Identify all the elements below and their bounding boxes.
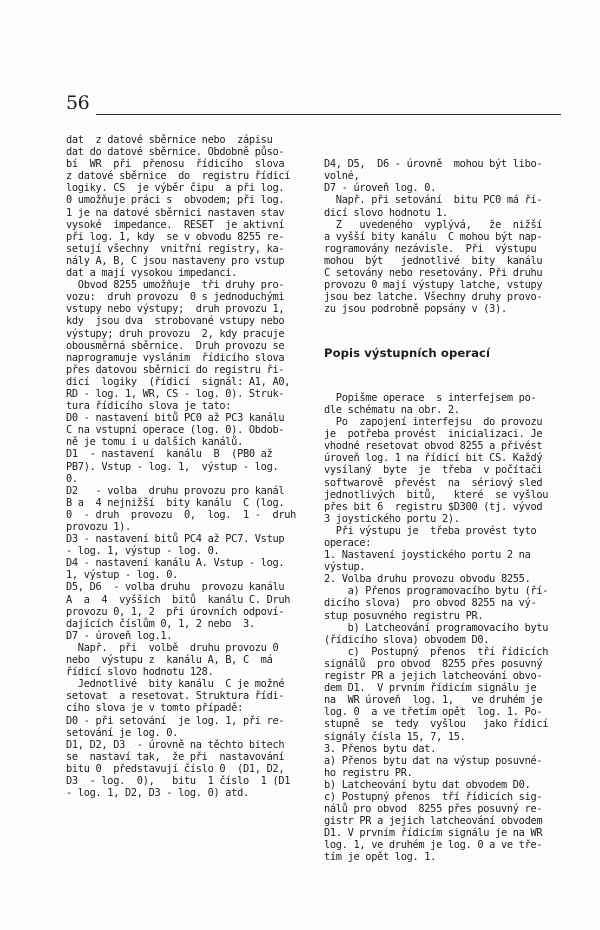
- text-line: je potřeba provést inicializaci. Je: [324, 428, 543, 441]
- text-line: volné,: [324, 170, 360, 183]
- text-line: naprogramuje vyslánim řídicího slova: [66, 351, 285, 364]
- text-line: dicí logiky (řídicí signál: A1, A0,: [66, 375, 291, 388]
- text-line: 1. Nastavení joystického portu 2 na: [324, 549, 531, 562]
- text-line: vhodné resetovat obvod 8255 a přivést: [324, 440, 543, 453]
- text-line: c) Postupný přenos tří řídicích sig-: [324, 790, 543, 803]
- text-line: ně je tomu i u dalších kanálů.: [66, 436, 243, 449]
- text-line: B a 4 nejnižší bity kanálu C (log.: [66, 496, 285, 509]
- text-line: přes datovou sběrnici do registru ři-: [66, 363, 285, 376]
- text-line: přes bit 6 registru $D300 (tj. vývod: [324, 500, 543, 513]
- right-column-top: [324, 158, 564, 315]
- text-line: kdy jsou dva strobované vstupy nebo: [66, 315, 285, 328]
- text-line: dicího slova) pro obvod 8255 na vý-: [324, 597, 537, 610]
- text-line: D0 - nastavení bitů PC0 až PC3 kanálu: [66, 412, 285, 425]
- text-line: 0.: [66, 472, 78, 485]
- text-line: mohou být jednotlivé bity kanálu: [324, 254, 543, 267]
- text-line: signálů pro obvod 8255 přes posuvný: [324, 657, 543, 670]
- text-line: jednotlivých bitů, které se vyšlou: [324, 488, 549, 501]
- text-line: gistr PR a jejich latcheování obvodem: [324, 815, 543, 828]
- text-line: D4, D5, D6 - úrovně mohou být libo-: [324, 158, 543, 171]
- text-line: 1, výstup - log. 0.: [66, 569, 179, 582]
- text-line: 3. Přenos bytu dat.: [324, 742, 437, 755]
- text-line: vstupy nebo výstupy; druh provozu 1,: [66, 303, 285, 316]
- text-line: Např. při volbě druhu provozu 0: [66, 641, 279, 654]
- text-line: 0 umožňuje práci s obvodem; při log.: [66, 194, 285, 207]
- text-line: vozu: druh provozu 0 s jednoduchými: [66, 291, 285, 304]
- text-line: nebo výstupu z kanálu A, B, C má: [66, 654, 273, 667]
- text-line: 3 joystického portu 2).: [324, 512, 460, 525]
- text-line: setovat a resetovat. Struktura řídi-: [66, 690, 285, 703]
- text-line: dicí slovo hodnotu 1.: [324, 206, 448, 219]
- text-line: RD - log. 1, WR, CS - log. 0). Struk-: [66, 387, 285, 400]
- text-line: dem D1. V prvním řídicím signálu je: [324, 682, 537, 695]
- text-line: log. 1, ve druhém je log. 0 a ve tře-: [324, 839, 543, 852]
- text-line: b) Latcheování programovacího bytu: [324, 621, 549, 634]
- text-line: dat do datové sběrnice. Obdobně půso-: [66, 146, 285, 159]
- text-line: při log. 1, kdy se v obvodu 8255 re-: [66, 230, 285, 243]
- text-line: jsou bez latche. Všechny druhy provo-: [324, 291, 543, 304]
- text-line: 2. Volba druhu provozu obvodu 8255.: [324, 573, 531, 586]
- text-line: Při výstupu je třeba provést tyto: [324, 524, 537, 537]
- text-line: provozu 0 mají výstupy latche, vstupy: [324, 279, 543, 292]
- text-line: se nastaví tak, že při nastavování: [66, 750, 285, 763]
- text-line: a) Přenos bytu dat na výstup posuvné-: [324, 754, 543, 767]
- text-line: úroveň log. 1 na řídicí bit CS. Každý: [324, 452, 543, 465]
- text-line: D3 - log. 0), bitu 1 číslo 1 (D1: [66, 774, 291, 787]
- text-line: D2 - volba druhu provozu pro kanál: [66, 484, 285, 497]
- text-line: Z uvedeného vyplývá, že nižší: [324, 218, 543, 231]
- text-line: Např. při setování bitu PC0 má ří-: [324, 194, 543, 207]
- text-line: provozu 1).: [66, 521, 131, 533]
- text-line: provozu 0, 1, 2 při úrovních odpoví-: [66, 605, 285, 618]
- text-line: D1 - nastavení kanálu B (PB0 až: [66, 448, 273, 461]
- text-line: C setovány nebo resetovány. Při druhu: [324, 267, 543, 280]
- text-line: a vyšší bity kanálu C mohou být nap-: [324, 230, 543, 243]
- text-line: logiky. CS je výběr čipu a při log.: [66, 182, 285, 195]
- text-line: dajících číslům 0, 1, 2 nebo 3.: [66, 617, 255, 630]
- text-line: c) Postupný přenos tří řídicích: [324, 645, 549, 658]
- text-line: a) Přenos programovacího bytu (ří-: [324, 585, 549, 598]
- text-line: D7 - úroveň log.1.: [66, 629, 173, 642]
- text-line: softwarově převést na sériový sled: [324, 476, 543, 489]
- text-line: tím je opět log. 1.: [324, 851, 437, 864]
- text-line: řídicí slovo hodnotu 128.: [66, 666, 214, 679]
- text-line: vysoké impedance. RESET je aktivní: [66, 218, 285, 231]
- text-line: 1 je na datové sběrnici nastaven stav: [66, 206, 285, 219]
- text-line: cího slova je v tomto případě:: [66, 702, 243, 715]
- text-line: D4 - nastavení kanálu A. Vstup - log.: [66, 557, 285, 570]
- text-line: D5, D6 - volba druhu provozu kanálu: [66, 581, 285, 594]
- text-line: obousměrná sběrnice. Druh provozu se: [66, 339, 285, 352]
- text-line: D1, D2, D3 - úrovně na těchto bitech: [66, 738, 285, 751]
- section-heading: Popis výstupních operací: [324, 345, 491, 360]
- text-line: dle schématu na obr. 2.: [324, 403, 460, 416]
- header-rule: [96, 114, 561, 115]
- text-line: ho registru PR.: [324, 766, 413, 779]
- text-line: A a 4 vyšších bitů kanálu C. Druh: [66, 593, 291, 606]
- text-line: D1. V prvním řídicím signálu je na WR: [324, 827, 543, 840]
- text-line: (řídicího slova) obvodem D0.: [324, 633, 490, 646]
- right-column-bottom: [324, 392, 564, 864]
- text-line: setují všechny vnitřní registry, ka-: [66, 242, 285, 255]
- text-line: výstupy; druh provozu 2, kdy pracuje: [66, 327, 285, 340]
- page-number: 56: [66, 92, 90, 114]
- text-line: z datové sběrnice do registru řídicí: [66, 170, 291, 183]
- text-line: - log. 1, výstup - log. 0.: [66, 545, 220, 558]
- text-line: rogramovány nezávisle. Při výstupu: [324, 242, 537, 255]
- text-line: nálů pro obvod 8255 přes posuvný re-: [324, 803, 543, 816]
- text-line: zu jsou podrobně popsány v (3).: [324, 303, 507, 316]
- text-line: PB7). Vstup - log. 1, výstup - log.: [66, 460, 279, 473]
- text-line: vysílaný byte je třeba v počítači: [324, 464, 543, 477]
- text-line: 0 - druh provozu 0, log. 1 - druh: [66, 508, 297, 521]
- text-line: signály čísla 15, 7, 15.: [324, 730, 466, 743]
- text-line: C na vstupní operace (log. 0). Obdob-: [66, 424, 285, 437]
- text-line: bitu 0 představují číslo 0 (D1, D2,: [66, 762, 285, 775]
- text-line: dat a mají vysokou impedanci.: [66, 267, 238, 280]
- text-line: dat z datové sběrnice nebo zápisu: [66, 134, 273, 146]
- text-line: na WR úroveň log. 1, ve druhém je: [324, 694, 543, 707]
- text-line: - log. 1, D2, D3 - log. 0) atd.: [66, 787, 249, 800]
- text-line: Obvod 8255 umožňuje tři druhy pro-: [66, 279, 285, 292]
- text-line: D0 - při setování je log. 1, při re-: [66, 714, 285, 727]
- text-line: log. 0 a ve třetím opět log. 1. Po-: [324, 706, 543, 719]
- text-line: Jednotlivé bity kanálu C je možné: [66, 678, 285, 691]
- text-line: D3 - nastavení bitů PC4 až PC7. Vstup: [66, 533, 285, 546]
- text-line: Po zapojení interfejsu do provozu: [324, 416, 543, 429]
- right-column: [324, 134, 564, 876]
- text-line: operace:: [324, 537, 372, 549]
- text-line: tura řídicího slova je tato:: [66, 400, 232, 413]
- text-line: stup posuvného registru PR.: [324, 609, 484, 622]
- text-line: Popišme operace s interfejsem po-: [324, 391, 537, 404]
- text-line: D7 - úroveň log. 0.: [324, 182, 437, 195]
- text-line: nály A, B, C jsou nastaveny pro vstup: [66, 254, 285, 267]
- text-line: b) Latcheování bytu dat obvodem D0.: [324, 778, 531, 791]
- text-line: setování je log. 0.: [66, 726, 179, 739]
- text-line: registr PR a jejich latcheování obvo-: [324, 670, 543, 683]
- text-line: výstup.: [324, 561, 366, 574]
- text-line: bí WR při přenosu řídicího slova: [66, 158, 285, 171]
- left-column: [66, 134, 309, 799]
- text-line: stupně se tedy vyšlou jako řídicí: [324, 718, 549, 731]
